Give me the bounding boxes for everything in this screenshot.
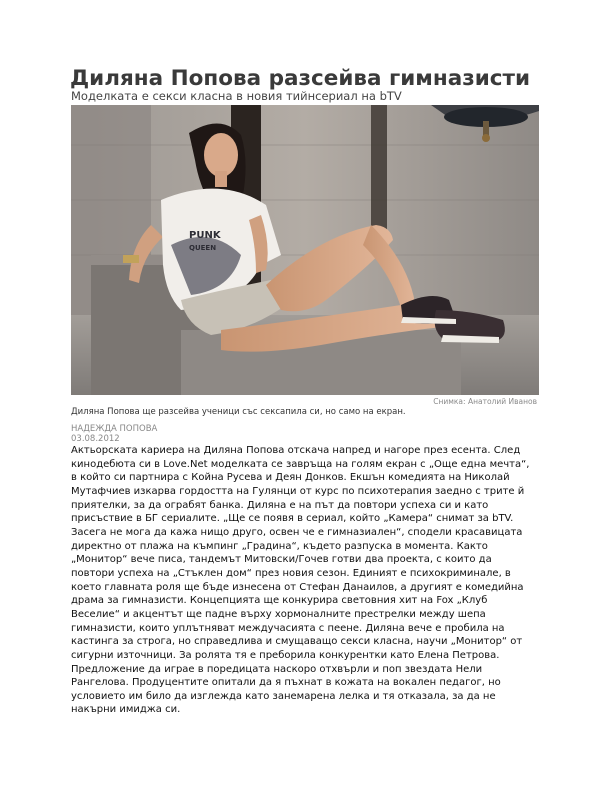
body-line: Предложение да играе в поредицата наскоро отхвърли и поп звездата Нели [71,663,483,675]
shirt-print-subtext: QUEEN [189,244,217,252]
article-author: НАДЕЖДА ПОПОВА [71,424,158,434]
body-line: Веселие“ и акцентът ще падне върху хормоналните престрелки между шепа [71,608,486,620]
body-line: Рангелова. Продуцентите опитали да я пъхнат в кожата на вокален педагог, но [71,677,501,689]
photo-credit: Снимка: Анатолий Иванов [433,397,537,406]
body-line: „Монитор“ вече писа, тандемът Митовски/Гочев готви два проекта, с които да [71,554,492,566]
body-line: в който си партнира с Койна Русева и Деян Донков. Екшън комедията на Николай [71,472,510,484]
body-line: гимназисти, които уплътняват междучасията с пеене. Диляна вече е пробила на [71,622,505,634]
photo-illustration [71,105,539,395]
body-line: присъствие в БГ сериалите. „Ще се появя в сериал, който „Камера“ снимат за bTV. [71,513,514,525]
article-subheadline: Моделката е секси класна в новия тийнсериал на bTV [71,89,402,103]
article-headline: Диляна Попова разсейва гимназисти [70,66,531,91]
article-photo [71,105,539,395]
body-line: което главната роля ще бъде изнесена от Стефан Данаилов, а другият е комедийна [71,581,524,593]
body-line: драма за гимназисти. Концепцията ще конкурира световния хит на Fox „Клуб [71,595,488,607]
photo-caption: Диляна Попова ще разсейва ученици със сексапила си, но само на екран. [71,407,406,417]
body-line: кастинга за строга, но справедлива и смущаващо секси класна, научи „Монитор“ от [71,636,523,648]
shirt-print-text: PUNK [189,230,221,241]
body-line: приятелки, за да ограбят банка. Диляна е на път да повтори успеха си и като [71,499,489,511]
body-line: накърни имиджа си. [71,704,181,716]
article-body [71,444,561,717]
body-line: Актьорската кариера на Диляна Попова отскача напред и нагоре през есента. След [71,445,521,456]
body-line: Мутафчиев изкарва гордостта на Гулянци от курс по психотерапия заедно с трите й [71,485,525,497]
body-line: сигурни източници. За ролята тя е преборила конкурентки като Елена Петрова. [71,649,500,661]
body-line: повтори успеха на „Стъклен дом“ през новия сезон. Единият е психокриминале, в [71,567,511,579]
body-line: кинодебюта си в Love.Net моделката се завръща на голям екран с „Още една мечта“, [71,458,530,470]
body-line: условието им било да изглежда като занемарена лелка и тя отказала, за да не [71,690,496,702]
body-line: директно от плажа на къмпинг „Градина“, където разпуска в момента. Както [71,540,488,552]
body-line: Засега не мога да кажа нищо друго, освен че е гимназиален“, сподели красавицата [71,526,523,538]
article-date: 03.08.2012 [71,434,120,444]
